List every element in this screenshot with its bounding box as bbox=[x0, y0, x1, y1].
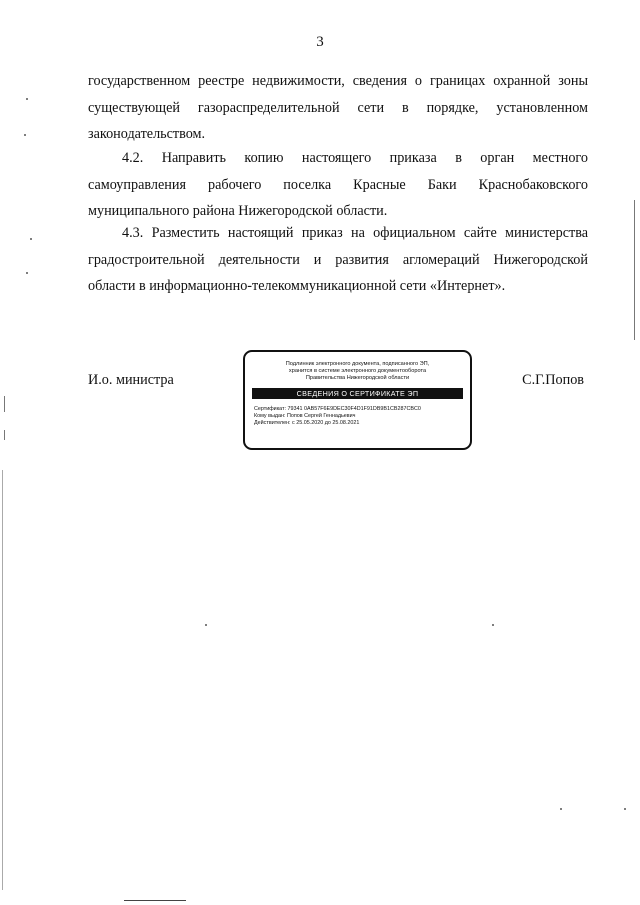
scan-edge-line bbox=[124, 900, 186, 901]
paragraph-4-2 bbox=[88, 145, 588, 225]
stamp-header-line: Правительства Нижегородской области bbox=[305, 375, 410, 382]
signer-title: И.о. министра bbox=[88, 372, 174, 388]
paragraph-4-1-continuation bbox=[88, 68, 588, 148]
paragraph-line: градостроительной деятельности и развития агломераций Нижегородской bbox=[88, 251, 588, 268]
paragraph-4-3 bbox=[88, 220, 588, 300]
paragraph-line: 4.3. Разместить настоящий приказ на официальном сайте министерства bbox=[122, 225, 588, 241]
scan-speck bbox=[26, 272, 28, 274]
scan-speck bbox=[30, 238, 32, 240]
stamp-header bbox=[245, 361, 470, 383]
scan-speck bbox=[492, 624, 494, 626]
scan-edge-line bbox=[4, 430, 5, 440]
stamp-banner: СВЕДЕНИЯ О СЕРТИФИКАТЕ ЭП bbox=[252, 388, 463, 399]
paragraph-line: области в информационно-телекоммуникационной сети «Интернет». bbox=[88, 278, 506, 294]
stamp-issued-to: Кому выдан: Попов Сергей Геннадьевич bbox=[254, 412, 356, 419]
paragraph-line: государственном реестре недвижимости, сведения о границах охранной зоны bbox=[88, 73, 588, 89]
electronic-signature-stamp bbox=[243, 350, 472, 450]
paragraph-line: существующей газораспределительной сети в порядке, установленном bbox=[88, 99, 588, 116]
scan-speck bbox=[24, 134, 26, 136]
page-number: 3 bbox=[316, 34, 324, 50]
scan-speck bbox=[205, 624, 207, 626]
signer-name: С.Г.Попов bbox=[522, 372, 584, 388]
scan-speck bbox=[624, 808, 626, 810]
stamp-details bbox=[254, 406, 461, 427]
scan-speck bbox=[560, 808, 562, 810]
scan-speck bbox=[26, 98, 28, 100]
paragraph-line: законодательством. bbox=[88, 126, 206, 142]
paragraph-line: самоуправления рабочего поселка Красные Баки Краснобаковского bbox=[88, 176, 588, 193]
scan-edge-line bbox=[4, 396, 5, 412]
stamp-header-line: Подлинник электронного документа, подписанного ЭП, bbox=[285, 361, 430, 367]
scan-edge-line bbox=[634, 200, 635, 340]
stamp-validity: Действителен: с 25.05.2020 до 25.08.2021 bbox=[254, 419, 360, 426]
stamp-certificate: Сертификат: 79341 0AB57F6E9DEC30F4D1F91DB9B1CB287CBC0 bbox=[254, 405, 421, 412]
scan-edge-line bbox=[2, 470, 3, 890]
paragraph-line: 4.2. Направить копию настоящего приказа в орган местного bbox=[122, 150, 588, 166]
paragraph-line: муниципального района Нижегородской области. bbox=[88, 203, 388, 219]
stamp-header-line: хранится в системе электронного документооборота bbox=[288, 368, 427, 375]
